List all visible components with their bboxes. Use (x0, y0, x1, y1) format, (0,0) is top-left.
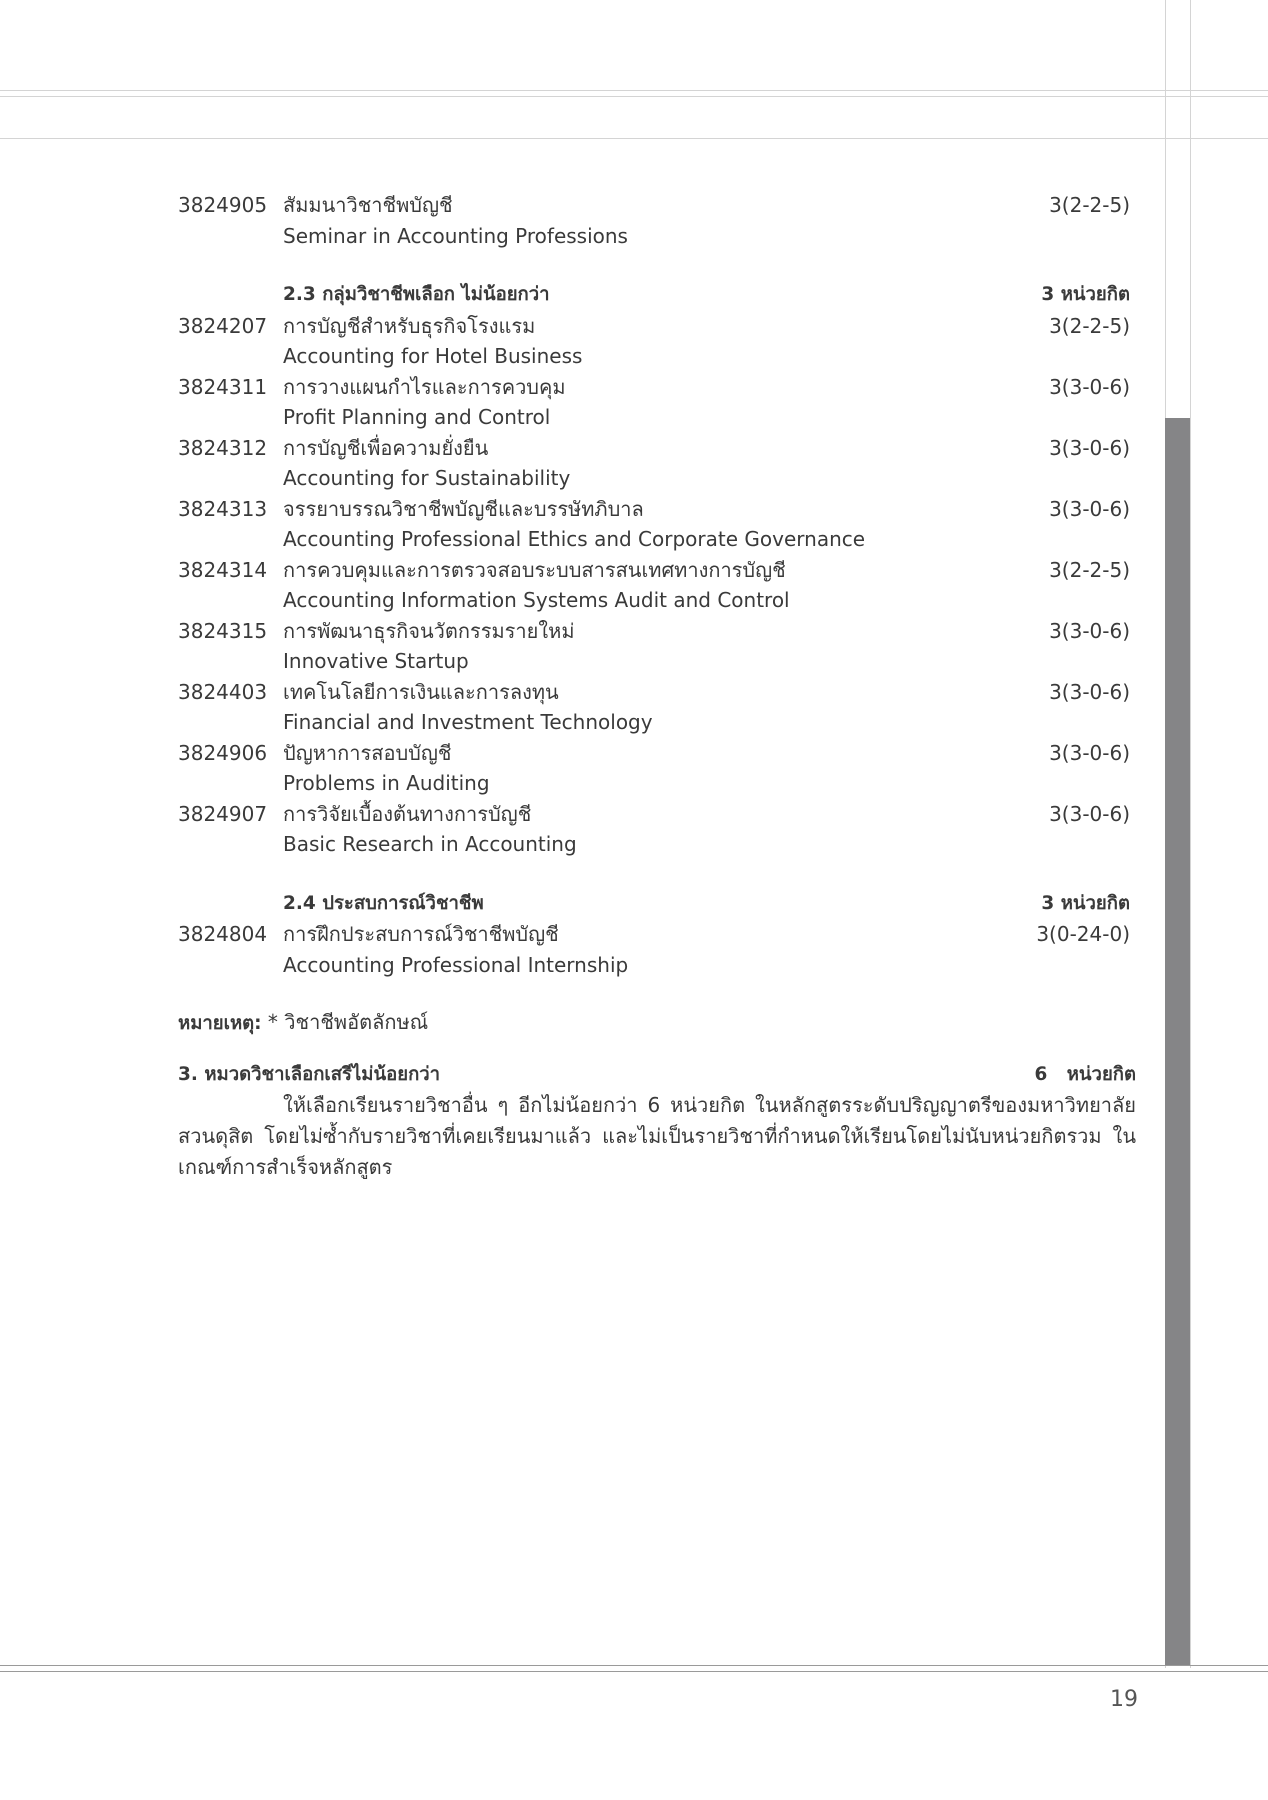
course-thai-title: การพัฒนาธุรกิจนวัตกรรมรายใหม่ (283, 618, 575, 643)
course-row (178, 190, 1136, 221)
course-code: 3824804 (178, 922, 268, 946)
course-english-title: Accounting for Hotel Business (283, 344, 583, 368)
course-credit: 3(3-0-6) (1049, 679, 1130, 704)
course-row (178, 372, 1136, 403)
course-english-row (178, 646, 1136, 677)
course-credit: 3(3-0-6) (1049, 435, 1130, 460)
course-credit: 3(3-0-6) (1049, 496, 1130, 521)
course-credit: 3(3-0-6) (1049, 801, 1130, 826)
course-thai-title: สัมมนาวิชาชีพบัญชี (283, 193, 453, 217)
right-rule-2 (1190, 0, 1191, 1668)
group-credits: 3 หน่วยกิต (1041, 892, 1130, 914)
course-english-row (178, 768, 1136, 799)
course-code: 3824312 (178, 435, 268, 460)
course-english-row (178, 341, 1136, 372)
section-3-paragraph: ให้เลือกเรียนรายวิชาอื่น ๆ อีกไม่น้อยกว่า 6 หน่วยกิต ในหลักสูตรระดับปริญญาตรีของมหาวิทยาลัยสวนดุสิต โดยไม่ซ้ำกับรายวิชาที่เคยเรียนมาแล้ว และไม่เป็นรายวิชาที่กำหนดให้เรียนโดยไม่นับหน่วยกิตรวม ในเกณฑ์การสำเร็จหลักสูตร (178, 1093, 1136, 1179)
course-english-title: Accounting Professional Internship (283, 952, 629, 977)
course-english-title: Basic Research in Accounting (283, 832, 577, 856)
course-code: 3824906 (178, 740, 268, 765)
course-code: 3824313 (178, 496, 268, 521)
course-english-title: Financial and Investment Technology (283, 710, 653, 734)
course-row (178, 494, 1136, 525)
course-row (178, 555, 1136, 586)
course-english-row (178, 829, 1136, 860)
course-thai-title: การควบคุมและการตรวจสอบระบบสารสนเทศทางการบัญชี (283, 557, 786, 582)
bottom-rule-2 (0, 1671, 1268, 1672)
group-2-4-heading (178, 889, 1136, 920)
course-english-row (178, 463, 1136, 494)
page-number: 19 (1110, 1687, 1138, 1712)
course-credit: 3(3-0-6) (1049, 618, 1130, 643)
course-row (178, 616, 1136, 647)
course-row (178, 919, 1136, 950)
course-thai-title: ปัญหาการสอบบัญชี (283, 740, 452, 765)
course-row (178, 311, 1136, 342)
course-english-row (178, 707, 1136, 738)
course-credit: 3(2-2-5) (1049, 193, 1130, 217)
course-code: 3824207 (178, 313, 268, 338)
course-credit: 3(2-2-5) (1049, 557, 1130, 582)
course-thai-title: การบัญชีเพื่อความยั่งยืน (283, 435, 489, 460)
course-credit: 3(2-2-5) (1049, 313, 1130, 338)
course-code: 3824907 (178, 801, 268, 826)
section-3-heading (178, 1060, 1136, 1090)
group-credits: 3 หน่วยกิต (1041, 284, 1130, 305)
course-english-row (178, 402, 1136, 433)
course-english-title: Problems in Auditing (283, 771, 490, 795)
course-code: 3824314 (178, 557, 268, 582)
section-credits: 6 หน่วยกิต (1034, 1064, 1136, 1085)
course-code: 3824905 (178, 193, 268, 217)
group-2-3-heading (178, 280, 1136, 311)
course-english-title: Accounting for Sustainability (283, 466, 571, 490)
course-english-row (178, 950, 1136, 981)
section-heading-text: 3. หมวดวิชาเลือกเสรีไม่น้อยกว่า (178, 1064, 441, 1085)
course-english-title: Seminar in Accounting Professions (283, 223, 628, 248)
note-label: หมายเหตุ: (178, 1013, 262, 1034)
top-rule-2 (0, 96, 1268, 97)
course-english-title: Accounting Information Systems Audit and Control (283, 588, 790, 612)
course-english-title: Profit Planning and Control (283, 405, 551, 429)
course-thai-title: การวิจัยเบื้องต้นทางการบัญชี (283, 801, 532, 826)
course-thai-title: การวางแผนกำไรและการควบคุม (283, 374, 566, 399)
course-row (178, 738, 1136, 769)
group-heading-text: 2.4 ประสบการณ์วิชาชีพ (283, 892, 484, 914)
course-block (178, 190, 1136, 251)
top-rule-3 (0, 138, 1268, 139)
course-english-title: Innovative Startup (283, 649, 469, 673)
course-credit: 3(3-0-6) (1049, 740, 1130, 765)
bottom-rule-1 (0, 1665, 1268, 1666)
course-row (178, 677, 1136, 708)
group-2-3-courses (178, 311, 1136, 860)
course-code: 3824315 (178, 618, 268, 643)
course-row (178, 433, 1136, 464)
course-english-row (178, 585, 1136, 616)
course-code: 3824403 (178, 679, 268, 704)
note-text: * วิชาชีพอัตลักษณ์ (267, 1010, 429, 1034)
course-english-row (178, 524, 1136, 555)
course-thai-title: จรรยาบรรณวิชาชีพบัญชีและบรรษัทภิบาล (283, 496, 644, 521)
course-thai-title: การฝึกประสบการณ์วิชาชีพบัญชี (283, 922, 559, 946)
side-tab-bar (1165, 418, 1190, 1665)
document-body (178, 190, 1136, 1183)
course-english-row (178, 221, 1136, 252)
course-credit: 3(3-0-6) (1049, 374, 1130, 399)
course-row (178, 799, 1136, 830)
footnote (178, 1007, 1136, 1037)
course-credit: 3(0-24-0) (1036, 922, 1130, 946)
group-heading-text: 2.3 กลุ่มวิชาชีพเลือก ไม่น้อยกว่า (283, 284, 550, 305)
course-thai-title: เทคโนโลยีการเงินและการลงทุน (283, 679, 559, 704)
course-english-title: Accounting Professional Ethics and Corporate Governance (283, 527, 866, 551)
course-thai-title: การบัญชีสำหรับธุรกิจโรงแรม (283, 313, 536, 338)
course-code: 3824311 (178, 374, 268, 399)
top-rule-1 (0, 90, 1268, 91)
